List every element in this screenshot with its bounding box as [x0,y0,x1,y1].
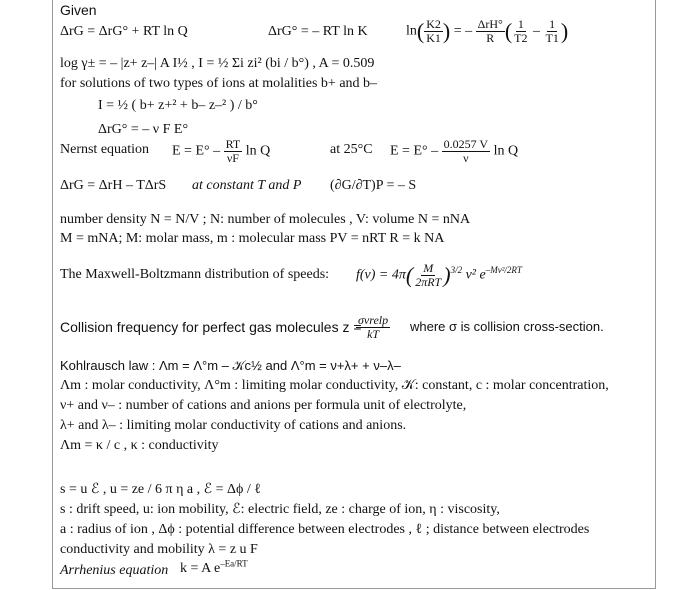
mb-power: 3/2 [450,265,463,276]
radius-definitions: a : radius of ion , Δϕ : potential difference between electrodes , ℓ ; distance between electrodes [60,522,590,537]
arrhenius-eq: k = A e [180,561,221,576]
vh-one-b: 1 [549,17,556,31]
number-density: number density N = N/V ; N: number of molecules , V: volume N = nNA [60,212,471,227]
collision-num: σvrelp [358,313,389,327]
nernst-equation [172,138,270,165]
gibbs-emf: ΔrG° = – ν F E° [98,122,189,137]
mb-exponent: –Mv²/2RT [485,265,522,276]
collision-label: Collision frequency for perfect gas molecules z = [60,319,362,335]
reaction-gibbs-equation: ΔrG = ΔrG° + RT ln Q [60,24,188,39]
drift-definitions: s : drift speed, u: ion mobility, ℰ: electric field, ze : charge of ion, η : viscosity, [60,502,500,517]
maxwell-boltzmann-equation: f(v) = 4π( $\frac{M}{\text{2πRT}}$ )$^{3/2}$ v² $e^{-Mv^2/2RT}$ [356,261,522,289]
nernst25-den: ν [463,151,469,165]
vh-ln: ln [406,23,417,39]
mb-num: M [423,261,434,275]
nernst25-lhs: E = E° – [390,143,439,159]
mb-tail: v² e [465,267,486,283]
lambda-def: λ+ and λ– : limiting molar conductivity of cations and anions. [60,418,407,433]
mb-lhs: f(v) = 4π [356,267,406,283]
ionic-strength: I = ½ ( b+ z+² + b– z–² ) / b° [98,98,258,113]
nu-def: ν+ and ν– : number of cations and anions per formula unit of electrolyte, [60,398,467,413]
drift-speed-equation: s = u ℰ , u = ze / 6 π η a , ℰ = Δϕ / ℓ [60,482,261,497]
vh-minus: – [532,23,540,39]
collision-den: kT [367,327,380,341]
nernst25-num: 0.0257 V [443,137,489,151]
maxwell-boltzmann-label: The Maxwell-Boltzmann distribution of speeds: [60,267,330,282]
vh-t2: T2 [514,31,528,45]
kappa-def: Λm = κ / c , κ : conductivity [60,438,219,453]
standard-gibbs-equation: ΔrG° = – RT ln K [268,24,368,39]
gibbs-enthalpy: ΔrG = ΔrH – TΔrS [60,178,167,193]
vh-k1: K1 [426,31,441,45]
nernst-num: RT [225,137,241,151]
constant-tp: at constant T and P [192,178,302,193]
nernst-label: Nernst equation [60,142,150,157]
nernst-25c [390,138,518,165]
vh-r: R [486,31,495,45]
vh-k2: K2 [426,17,441,31]
arrhenius-exponent: –Ea/RT [220,558,248,569]
nernst-tail: ln Q [245,143,271,159]
vh-t1: T1 [545,31,559,45]
solutions-note: for solutions of two types of ions at molalities b+ and b– [60,76,378,91]
at-25c: at 25°C [330,142,373,157]
arrhenius-equation [180,558,248,577]
nernst-lhs: E = E° – [172,143,221,159]
mb-den: 2πRT [415,275,442,289]
molar-conductivity-def: Λm : molar conductivity, Λ°m : limiting molar conductivity, 𝒦: constant, c : molar concentration, [60,378,609,393]
vh-enthalpy: ΔrH° [477,17,503,31]
conductivity-mobility: conductivity and mobility λ = z u F [60,542,258,557]
given-heading: Given [60,2,97,18]
molar-mass: M = mNA; M: molar mass, m : molecular mass PV = nRT R = k NA [60,231,445,246]
nernst25-tail: ln Q [493,143,519,159]
nernst-den: νF [226,151,239,165]
collision-note: where σ is collision cross-section. [410,319,604,334]
kohlrausch-law: Kohlrausch law : Λm = Λ°m – 𝒦c½ and Λ°m = ν+λ+ + ν–λ– [60,358,401,373]
vh-one-a: 1 [517,17,524,31]
dgdt-relation: (∂G/∂T)P = – S [330,178,417,193]
vh-equals: = – [453,23,473,39]
arrhenius-label: Arrhenius equation [60,563,169,578]
debye-huckel-law: log γ± = – |z+ z–| A I½ , I = ½ Σi zi² (bi / b°) , A = 0.509 [60,56,375,71]
van-t-hoff-equation: ln( $\frac{K2}{K1}$ ) = – $\frac{\text{ΔrH°}}{R}$ ( $\frac{1}{T2}$ – $\frac{1}{T1}$ ) [406,17,569,45]
collision-fraction [356,314,390,341]
